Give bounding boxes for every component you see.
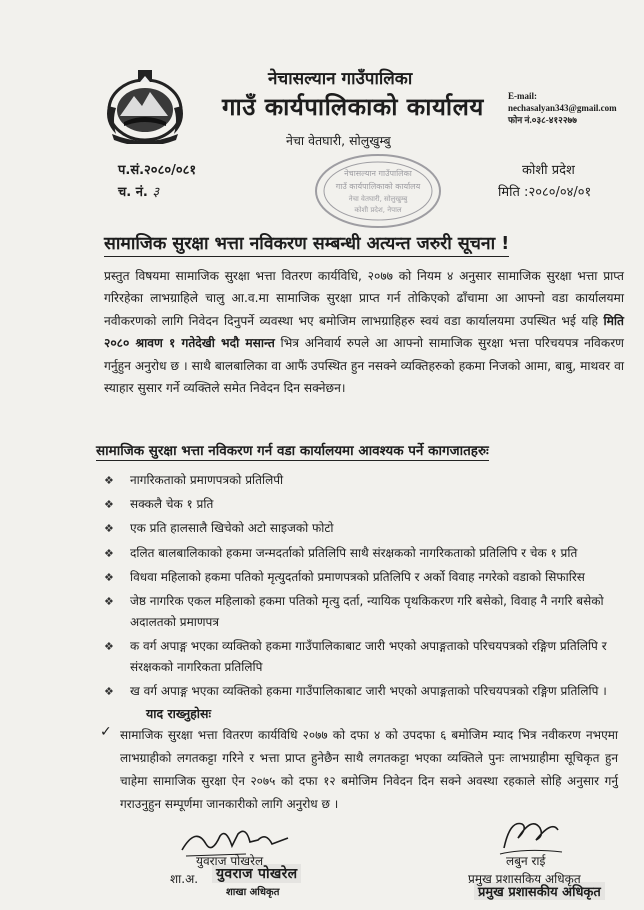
right-title-seal: प्रमुख प्रशासकीय अधिकृत (474, 882, 605, 900)
diamond-bullet-icon: ❖ (104, 522, 114, 536)
left-signatory-name: युवराज पोखरेल (196, 854, 264, 868)
email-label: E-mail: (508, 91, 537, 101)
right-signature (496, 810, 566, 858)
list-item: ❖ ख वर्ग अपाङ्ग भएका व्यक्तिको हकमा गाउँपालिकाबाट जारी भएको अपाङ्गताको परिचयपत्रको रङ्गिण प्रतिलिपि । (104, 681, 626, 702)
diamond-bullet-icon: ❖ (104, 594, 114, 608)
notice-body (104, 265, 624, 399)
notice-body-start: प्रस्तुत विषयमा सामाजिक सुरक्षा भत्ता वितरण कार्यविधि, २०७७ को नियम ४ अनुसार सामाजिक सुरक्षा भत्ता प्राप्त गरिरहेका लाभग्राहिले चालु आ.व.मा सामाजिक सुरक्षा प्राप्त गर्न तोकिएको ढाँचामा आ आफ्नो वडा कार्यालयमा नवीकरणको लागि निवेदन दिनुपर्ने व्यवस्था भए बमोजिम लाभग्राहिहरु स्वयं वडा कार्यालयमा उपस्थित भई यहि (104, 269, 624, 328)
list-item: ❖ सक्कलै चेक १ प्रति (104, 494, 626, 515)
diamond-bullet-icon: ❖ (104, 474, 114, 487)
notice-heading: सामाजिक सुरक्षा भत्ता नविकरण सम्बन्धी अत्यन्त जरुरी सूचना ! (104, 231, 509, 257)
remember-label: याद राख्नुहोसः (146, 706, 212, 721)
chalani-number (118, 182, 159, 200)
office-stamp (312, 150, 444, 232)
left-name-seal: युवराज पोखरेल (212, 864, 301, 883)
list-item: ❖ विधवा महिलाको हकमा पतिको मृत्युदर्ताको प्रमाणपत्रको प्रतिलिपि र अर्को विवाह नगरेको वडाको सिफारिस (104, 567, 626, 588)
left-title-seal: शाखा अधिकृत (226, 887, 280, 898)
office-name: नेचासल्यान गाउँपालिका (268, 69, 413, 89)
nepal-emblem-logo (102, 66, 188, 144)
phone-number: फोन नं.०३८-४१२२७७ (508, 115, 577, 125)
chalani-label: च. नं. (118, 185, 148, 200)
list-item: ❖ एक प्रति हालसालै खिचेको अटो साइजको फोटो (104, 518, 626, 539)
documents-heading: सामाजिक सुरक्षा भत्ता नविकरण गर्न वडा कार्यालयमा आवश्यक पर्ने कागजातहरुः (96, 443, 489, 459)
right-signatory-title: प्रमुख प्रशासकिय अधिकृत (468, 872, 581, 886)
list-item: ❖ जेष्ठ नागरिक एकल महिलाको हकमा पतिको मृत्यु दर्ता, न्यायिक पृथकिकरण गरि बसेको, विवाह नै नगरि बसेको अदालतको प्रमाणपत्र (104, 591, 626, 633)
chalani-value: ३ (152, 185, 160, 200)
documents-list (104, 470, 626, 706)
remember-text: सामाजिक सुरक्षा भत्ता वितरण कार्यविधि २०७७ को दफा ४ को उपदफा ६ बमोजिम म्याद भित्र नवीकरण नभएमा लाभग्राहीको लगतकट्टा गरिने र भत्ता प्राप्त हुनेछैन साथै लगतकट्टा भएका व्यक्तिले पुनः लाभग्राहीमा सूचिकृत हुन चाहेमा सामाजिक सुरक्षा ऐन २०७५ को दफा १२ बमोजिम निवेदन दिन सक्ने अवस्था रहकाले सोहि अनुसार गर्नु गराउनुहुन सम्पूर्णमा जानकारीको लागि अनुरोध छ । (120, 728, 618, 811)
contact-block (508, 90, 617, 126)
diamond-bullet-icon: ❖ (104, 640, 114, 654)
list-item: ❖ नागरिकताको प्रमाणपत्रको प्रतिलिपी (104, 470, 626, 491)
diamond-bullet-icon: ❖ (104, 546, 114, 560)
notice-body-end: भित्र अनिवार्य रुपले आ आफ्नो सामाजिक सुरक्षा भत्ता परिचयपत्र नविकरण गर्नुहुन अनुरोध छ । साथै बालबालिका वा आफैं उपस्थित हुन नसक्ने व्यक्तिहरुको हकमा निजको आमा, बाबु, माथवर वा स्याहार सुसार गर्ने व्यक्तिले समेत निवेदन दिन सक्नेछन। (104, 336, 624, 396)
list-item: ❖ दलित बालबालिकाको हकमा जन्मदर्ताको प्रतिलिपि साथै संरक्षकको नागरिकताको प्रतिलिपि र चेक १ प्रति (104, 543, 626, 564)
date-label: मिति : (498, 185, 529, 200)
right-signatory-name: लबुन राई (506, 854, 546, 868)
left-signatory-title: शा.अ. (170, 872, 199, 886)
checkmark-icon: ✓ (100, 724, 112, 740)
date-value: २०८०/०४/०१ (528, 185, 592, 200)
office-title: गाउँ कार्यपालिकाको कार्यालय (222, 93, 484, 121)
stamp-line-1: नेचासल्यान गाउँपालिका (344, 169, 412, 178)
email-address: nechasalyan343@gmail.com (508, 103, 617, 113)
diamond-bullet-icon: ❖ (104, 498, 114, 512)
diamond-bullet-icon: ❖ (104, 685, 114, 699)
office-address: नेचा वेतघारी, सोलुखुम्बु (286, 133, 391, 148)
stamp-line-3: नेचा वेतघारी, सोलुखुम्बु (348, 195, 408, 203)
patra-sankhya: प.सं.२०८०/०८१ (118, 163, 197, 178)
notice-deadline: मिति २०८० श्रावण १ गतेदेखी भदौ मसान्त (104, 313, 624, 351)
stamp-line-2: गाउँ कार्यपालिकाको कार्यालय (335, 182, 421, 191)
province: कोशी प्रदेश (522, 163, 575, 178)
stamp-line-4: कोशी प्रदेश, नेपाल (354, 206, 402, 214)
diamond-bullet-icon: ❖ (104, 570, 114, 584)
notice-date (498, 182, 591, 200)
list-item: ❖ क वर्ग अपाङ्ग भएका व्यक्तिको हकमा गाउँपालिकाबाट जारी भएको अपाङ्गताको परिचयपत्रको रङ्गिण प्रतिलिपि र संरक्षकको नागरिकता प्रतिलिपि (104, 636, 626, 678)
